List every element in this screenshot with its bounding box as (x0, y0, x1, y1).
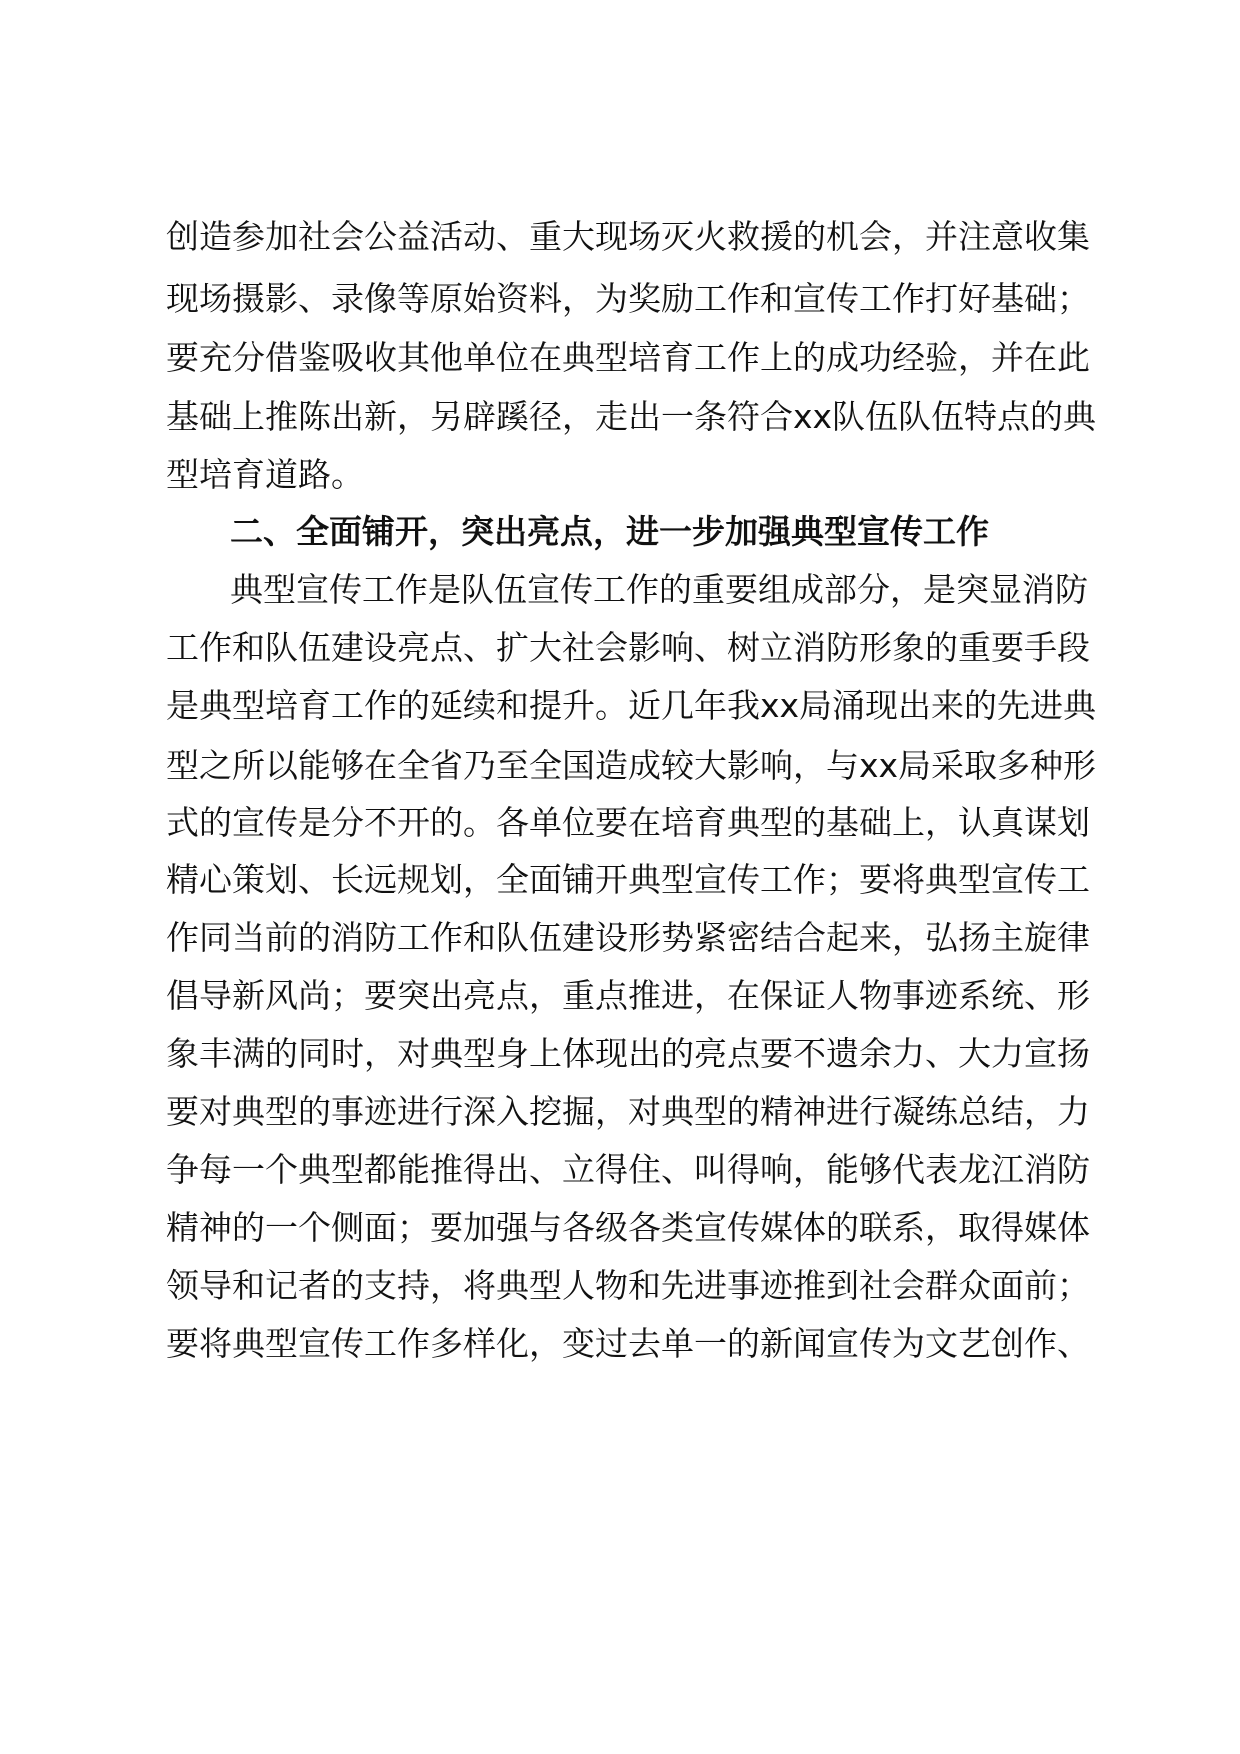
body-text-line: 型之所以能够在全省乃至全国造成较大影响，与xx局采取多种形 (166, 746, 1097, 785)
body-text-line: 型培育道路。 (166, 455, 364, 494)
body-text-line: 精心策划、长远规划，全面铺开典型宣传工作；要将典型宣传工 (166, 860, 1090, 899)
body-text-line: 现场摄影、录像等原始资料，为奖励工作和宣传工作打好基础； (166, 279, 1090, 318)
body-text-line: 精神的一个侧面；要加强与各级各类宣传媒体的联系，取得媒体 (166, 1208, 1090, 1247)
body-text-line: 倡导新风尚；要突出亮点，重点推进，在保证人物事迹系统、形 (166, 976, 1090, 1015)
body-text-line: 作同当前的消防工作和队伍建设形势紧密结合起来，弘扬主旋律 (166, 918, 1090, 957)
body-text-line: 是典型培育工作的延续和提升。近几年我xx局涌现出来的先进典 (166, 686, 1097, 725)
body-text-line: 要将典型宣传工作多样化，变过去单一的新闻宣传为文艺创作、 (166, 1324, 1090, 1363)
body-text-line: 典型宣传工作是队伍宣传工作的重要组成部分，是突显消防 (230, 570, 1088, 609)
body-text-line: 要对典型的事迹进行深入挖掘，对典型的精神进行凝练总结，力 (166, 1092, 1090, 1131)
body-text-line: 工作和队伍建设亮点、扩大社会影响、树立消防形象的重要手段 (166, 628, 1090, 667)
body-text-line: 基础上推陈出新，另辟蹊径，走出一条符合xx队伍队伍特点的典 (166, 397, 1097, 436)
section-heading: 二、全面铺开，突出亮点，进一步加强典型宣传工作 (230, 512, 989, 551)
body-text-line: 领导和记者的支持，将典型人物和先进事迹推到社会群众面前； (166, 1266, 1090, 1305)
body-text-line: 争每一个典型都能推得出、立得住、叫得响，能够代表龙江消防 (166, 1150, 1090, 1189)
body-text-line: 象丰满的同时，对典型身上体现出的亮点要不遗余力、大力宣扬 (166, 1034, 1090, 1073)
body-text-line: 创造参加社会公益活动、重大现场灭火救援的机会，并注意收集 (166, 217, 1090, 256)
body-text-line: 式的宣传是分不开的。各单位要在培育典型的基础上，认真谋划 (166, 803, 1090, 842)
body-text-line: 要充分借鉴吸收其他单位在典型培育工作上的成功经验，并在此 (166, 338, 1090, 377)
